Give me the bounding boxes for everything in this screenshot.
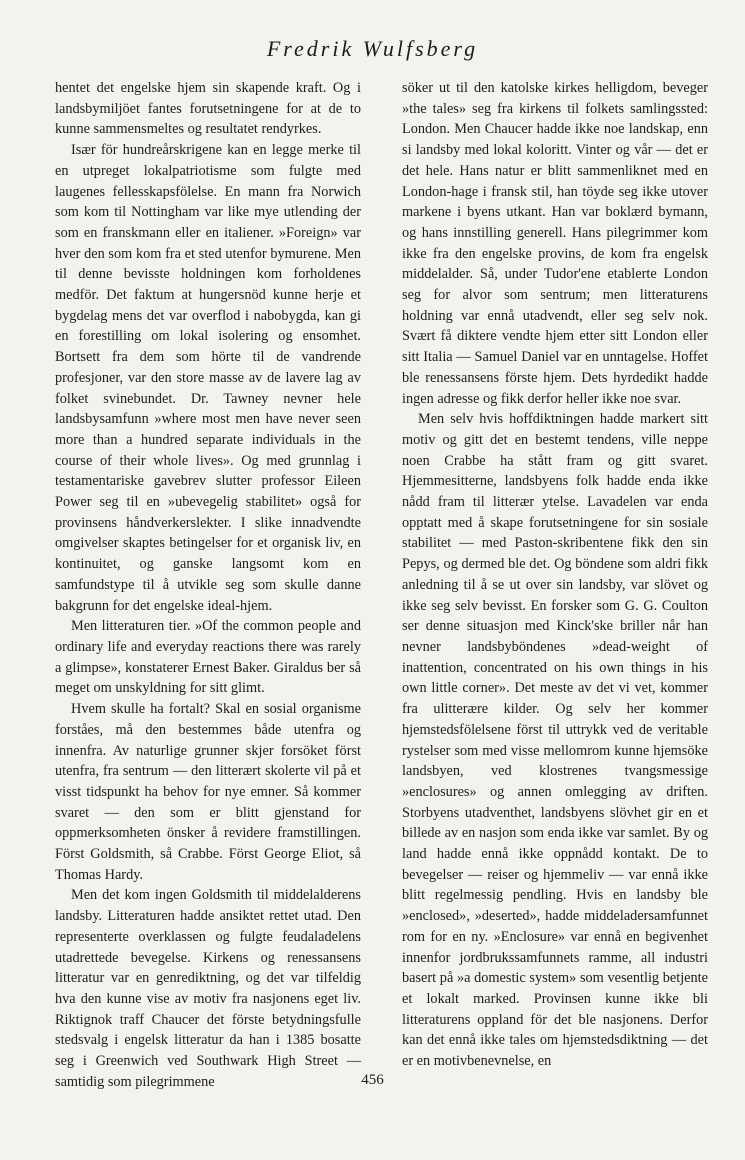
running-header: Fredrik Wulfsberg xyxy=(266,36,479,61)
paragraph: hentet det engelske hjem sin skapende kraft. Og i landsbymiljöet fantes forutsetningene for at de to kunne sammensmeltes og resultatet rendyrkes. xyxy=(55,80,361,138)
paragraph: Hvem skulle ha fortalt? Skal en sosial organisme forståes, må den bestemmes både utenfra og innenfra. Av naturlige grunner skjer forsöket först utenfra, fra sentrum — den litterært skolerte vil på et visst tidspunkt ha behov for nye emner. Så kommer svaret — den som er blitt gjenstand for oppmerksomheten önsker å revidere framstillingen. Först Goldsmith, så Crabbe. Först George Eliot, så Thomas Hardy. xyxy=(55,701,361,883)
left-column xyxy=(55,78,361,1092)
paragraph: Men litteraturen tier. »Of the common people and ordinary life and everyday reactions there was rarely a glimpse», konstaterer Ernest Baker. Giraldus ber så meget om unskyldning for sitt glimt. xyxy=(55,618,361,697)
paragraph: Men det kom ingen Goldsmith til middelalderens landsby. Litteraturen hadde ansiktet rettet utad. Den representerte overklassen og fulgte feudaladelens utadrettede bevegelse. Kirkens og renessansens litteratur var en genrediktning, og det var tilfeldig hva den kunne vise av motiv fra nasjonens eget liv. Riktignok traff Chaucer det förste betydningsfulle stedsvalg i engelsk litteratur da han i 1385 bosatte seg i Greenwich ved Southwark High Street — samtidig som pilegrimmene xyxy=(55,887,361,1090)
paragraph: Men selv hvis hoffdiktningen hadde markert sitt motiv og gitt det en bestemt tendens, ville neppe noen Crabbe ha stått fram og gitt svaret. Hjemmesitterne, landsbyens folk hadde enda ikke nådd fram til litterær ytelse. Lavadelen var enda opptatt med å skape forutsetningene for sin sosiale stabilitet — med Paston-skribentene fikk den sin Pepys, og dermed ble det. Og böndene som aldri fikk anledning til å se ut over sin landsby, var slövet og ikke seg selv bevisst. En forsker som G. G. Coulton ser denne situasjon med Kinck'ske briller når han nevner landsbyböndenes »dead-weight of inattention, concentrated on his own things in his own little corner». Det meste av det vi vet, kommer fra ulitterære kilder. Og selv her kommer hjemstedsfölelsene först til uttrykk ved de veritable rystelser som med visse mellomrom kunne hjemsöke landsbyen, ved klostrenes tvangsmessige »enclosures» og annen omlegging av driften. Storbyens utadventhet, landsbyens slövhet gir en et billede av en nasjon som enda ikke var samlet. By og land hadde ennå ikke oppnådd kontakt. De to bevegelser — reiser og hjemmeliv — var ennå ikke blitt regelmessig pendling. Hvis en landsby ble »enclosed», »deserted», hadde middeladersamfunnet rom for en ny. »Enclosure» var ennå en begivenhet innenfor jordbrukssamfunnets ramme, all industri basert på »a domestic system» som vesentlig betjente et lokalt marked. Provinsen kunne ikke bli litteraturens oppland för det ble nasjonens. Derfor kan det ennå ikke tales om hjemstedsdiktning — det er en motivbenevnelse, en xyxy=(402,411,708,1070)
paragraph: Især för hundreårskrigene kan en legge merke til en utpreget lokalpatriotisme som fulgte med laugenes fellesskapsfölelse. En mann fra Norwich som kom til Nottingham var like mye utlending der som en franskmann eller en italiener. »Foreign» var hver den som kom fra et sted utenfor bymurene. Men til denne bevisste holdningen kom forholdenes medför. Det faktum at hungersnöd kunne herje et bygdelag mens det var overflod i nabobygda, kan gi en forestilling om lokal isolering og ensomhet. Bortsett fra dem som hörte til de vandrende profesjoner, var den store masse av de lavere lag av folket svinebundet. Dr. Tawney nevner hele landsbysamfunn »where most men have never seen more than a hundred separate individuals in the course of their whole lives». Og med grunnlag i testamentariske gavebrev slutter professor Eileen Power seg til en »ubevegelig stabilitet» også for provinsens håndverkerslekter. I slike innadvendte omgivelser skaptes betingelser for et organisk liv, en kontinuitet, og ganske langsomt kom en samfundstype til å utvikle seg som skulle danne bakgrunn for det engelske ideal-hjem. xyxy=(55,142,361,614)
paragraph: söker ut til den katolske kirkes helligdom, beveger »the tales» seg fra kirkens til folkets samlingssted: London. Men Chaucer hadde ikke noe landskap, enn si landsby med lokal koloritt. Vinter og vår — det er det hele. Hans natur er blitt sammenliknet med en London-hage i fransk stil, han töyde seg ikke utover markene i byens utkant. Han var boklærd bymann, og hans innstilling generell. Hans pilegrimmer kom ikke fra den engelske provins, de kom fra engelsk middelalder. Så, under Tudor'ene etablerte London seg for alvor som sentrum; men litteraturens holdning var ennå utadvendt, eller seg selv nok. Svært få diktere vendte hjem etter sitt London eller sitt Italia — Samuel Daniel var en unntagelse. Hoffet ble renessansens förste hjem. Dets hyrdedikt hadde ingen adresse og fikk derfor heller ikke noe svar. xyxy=(402,80,708,407)
page-number: 456 xyxy=(361,1072,384,1088)
right-column xyxy=(402,78,708,1072)
